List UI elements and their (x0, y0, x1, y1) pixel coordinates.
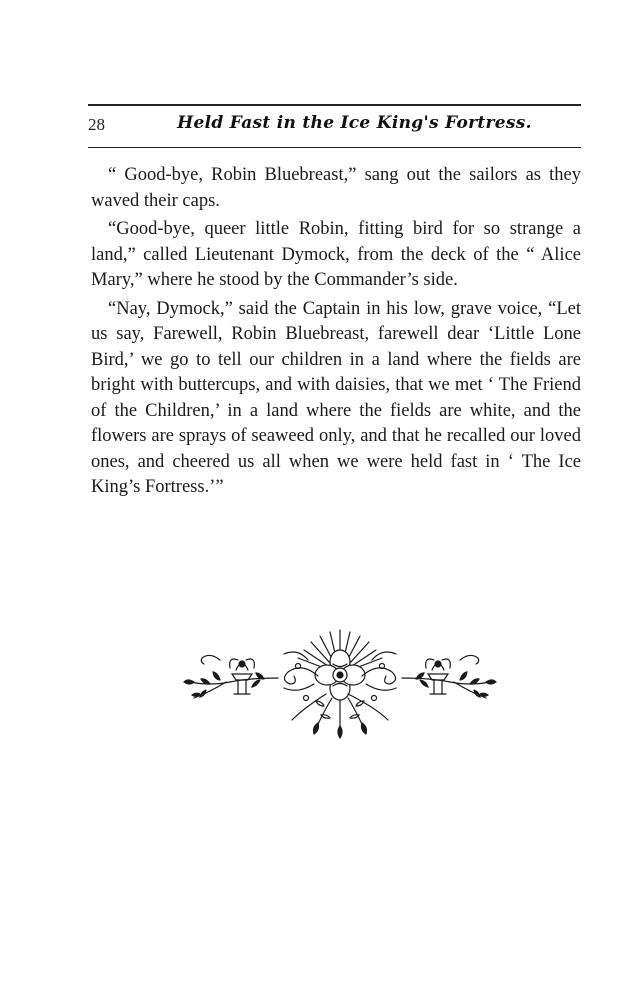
running-header (88, 111, 581, 139)
paragraph-3: “Nay, Dymock,” said the Captain in his low, grave voice, “Let us say, Farewell, Robin Bluebreast, farewell dear ‘Little Lone Bird,’ we go to tell our children in a land where the fields are bright with buttercups, and with daisies, that we met ‘ The Friend of the Children,’ in a land where the fields are white, and the flowers are sprays of seaweed only, and that he recalled our loved ones, and cheered us all when we were held fast in ‘ The Ice King’s Fortress.’” (91, 298, 581, 497)
header-bottom-rule (88, 147, 581, 148)
paragraph-1: “ Good-bye, Robin Bluebreast,” sang out the sailors as they waved their caps. (91, 165, 581, 211)
page-number: 28 (88, 115, 105, 134)
paragraph-2: “Good-bye, queer little Robin, fitting bird for so strange a land,” called Lieutenant Dymock, from the deck of the “ Alice Mary,” where he stood by the Commander’s side. (91, 219, 581, 290)
floral-tailpiece-icon (180, 622, 500, 747)
header-top-rule (88, 104, 581, 106)
running-title: Held Fast in the Ice King's Fortress. (177, 113, 532, 133)
body-text (91, 163, 581, 504)
